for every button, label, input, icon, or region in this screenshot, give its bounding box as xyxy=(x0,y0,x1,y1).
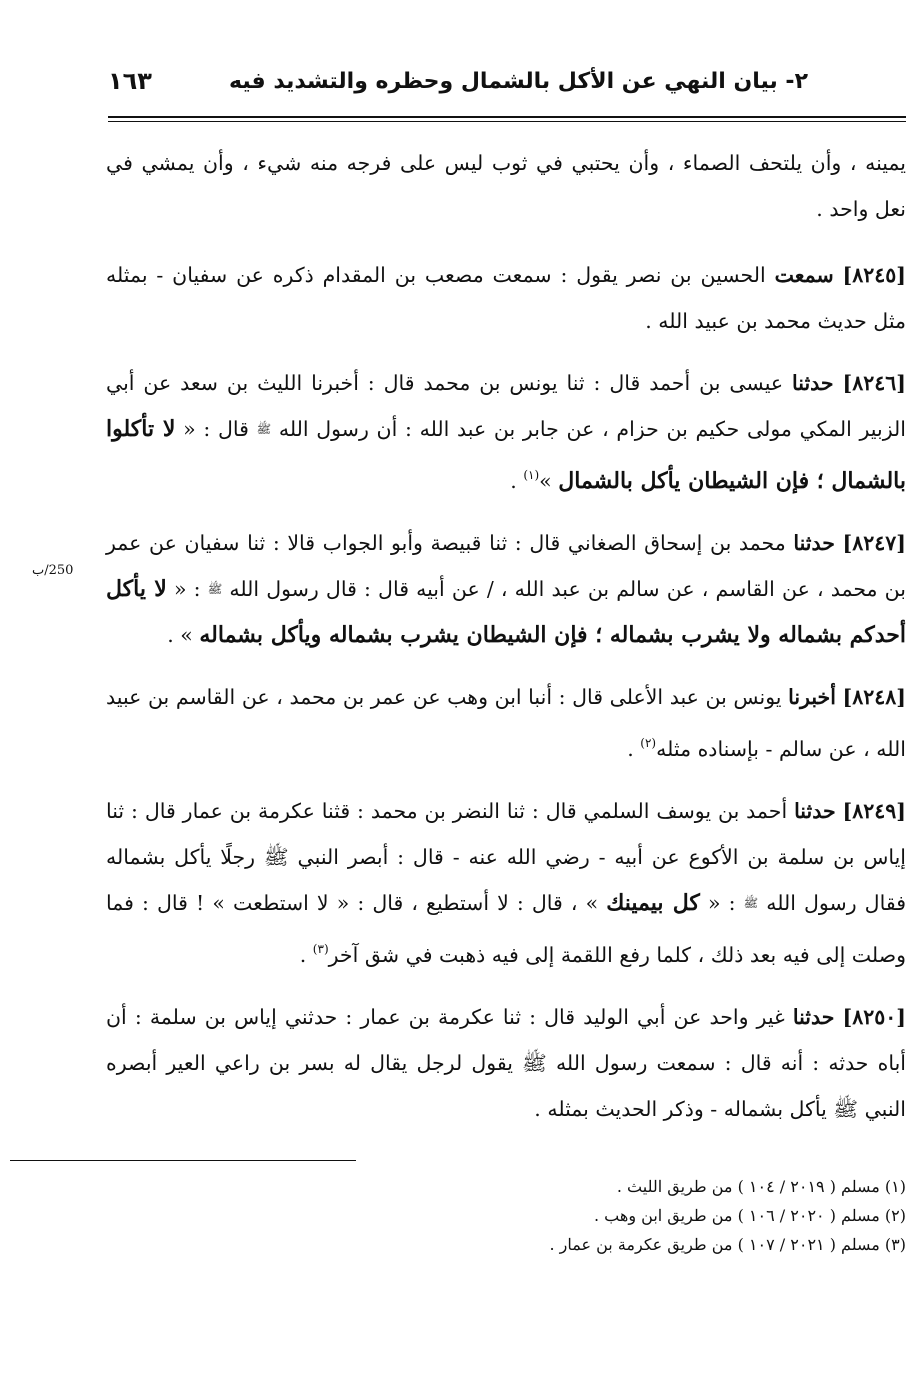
continuation-paragraph xyxy=(106,140,906,232)
running-header xyxy=(108,58,808,104)
salla-symbol: ﷺ xyxy=(743,896,759,910)
footnote-ref: (٣) xyxy=(312,942,329,956)
narration-keyword: حدثنا xyxy=(792,1005,835,1029)
chapter-title: ٢- بيان النهي عن الأكل بالشمال وحظره والتشديد فيه xyxy=(228,68,808,94)
salla-symbol: ﷺ xyxy=(207,582,223,596)
page-number: ١٦٣ xyxy=(108,67,152,95)
hadith-number: [٨٢٤٧] xyxy=(842,531,906,555)
footnote-2: (٢) مسلم ( ٢٠٢٠ / ١٠٦ ) من طريق ابن وهب . xyxy=(594,1206,906,1225)
hadith-number: [٨٢٥٠] xyxy=(842,1005,906,1029)
hadith-number: [٨٢٤٩] xyxy=(842,799,906,823)
paragraph-text: عيسى بن أحمد قال : ثنا يونس بن محمد قال : أخبرنا الليث بن سعد عن أبي الزبير المكي مولى حكيم بن حزام ، عن جابر بن عبد الله : أن رسول الله xyxy=(106,371,906,441)
paragraph-end: . xyxy=(299,943,313,967)
paragraph-end: . xyxy=(510,469,524,493)
footnote-1: (١) مسلم ( ٢٠١٩ / ١٠٤ ) من طريق الليث . xyxy=(616,1177,906,1196)
paragraph-text: الحسين بن نصر يقول : سمعت مصعب بن المقدام ذكره عن سفيان - بمثله مثل حديث محمد بن عبيد الله . xyxy=(106,263,906,333)
hadith-quote: لا يأكل أحدكم بشماله ولا يشرب بشماله ؛ فإن الشيطان يشرب بشماله ويأكل بشماله xyxy=(106,576,906,648)
paragraph-end: . xyxy=(167,623,181,647)
hadith-8249 xyxy=(106,788,906,978)
narration-keyword: سمعت xyxy=(774,263,834,287)
hadith-8250 xyxy=(106,994,906,1132)
footnote-divider xyxy=(10,1160,356,1161)
hadith-8247 xyxy=(106,520,906,658)
main-text xyxy=(106,140,906,1148)
footnote-3: (٣) مسلم ( ٢٠٢١ / ١٠٧ ) من طريق عكرمة بن عمار . xyxy=(549,1235,906,1254)
footnote-ref: (١) xyxy=(523,468,540,482)
narration-keyword: حدثنا xyxy=(792,371,834,395)
paragraph-text: يمينه ، وأن يلتحف الصماء ، وأن يحتبي في ثوب ليس على فرجه منه شيء ، وأن يمشي في نعل واحد . xyxy=(106,151,906,221)
hadith-number: [٨٢٤٥] xyxy=(842,263,906,287)
hadith-8246 xyxy=(106,360,906,504)
paragraph-text: أحمد بن يوسف السلمي قال : ثنا النضر بن محمد : قثنا عكرمة بن عمار قال : ثنا إياس بن سلمة بن الأكوع عن أبيه - رضي الله عنه - قال : أبصر النبي ﷺ رجلًا يأكل بشماله فقال رسول الله xyxy=(106,799,906,915)
paragraph-text-2: : « xyxy=(708,891,736,915)
margin-folio-note: 250/ب xyxy=(32,563,74,578)
narration-keyword: حدثنا xyxy=(794,799,836,823)
hadith-quote: كل بيمينك xyxy=(606,890,700,916)
hadith-quote: لا تأكلوا بالشمال ؛ فإن الشيطان يأكل بالشمال xyxy=(106,416,906,494)
paragraph-text-2: قال : « xyxy=(183,417,249,441)
paragraph-text-2: : « xyxy=(173,577,201,601)
salla-symbol: ﷺ xyxy=(256,422,272,436)
hadith-8245 xyxy=(106,252,906,344)
header-divider xyxy=(108,116,906,122)
hadith-number: [٨٢٤٦] xyxy=(842,371,906,395)
paragraph-text: يونس بن عبد الأعلى قال : أنبا ابن وهب عن عمر بن محمد ، عن القاسم بن عبيد الله ، عن سالم - بإسناده مثله xyxy=(106,685,906,761)
paragraph-text-3: » ، قال : لا أستطيع ، قال : « لا استطعت » ! قال : فما وصلت إلى فيه بعد ذلك ، كلما رفع اللقمة إلى فيه ذهبت في شق آخر xyxy=(106,891,906,967)
paragraph-text-3: » xyxy=(180,623,193,647)
narration-keyword: حدثنا xyxy=(793,531,835,555)
footnote-ref: (٢) xyxy=(640,736,657,750)
hadith-8248 xyxy=(106,674,906,772)
footnotes xyxy=(106,1172,906,1259)
narration-keyword: أخبرنا xyxy=(788,685,836,709)
paragraph-text-3: » xyxy=(539,469,552,493)
paragraph-text: غير واحد عن أبي الوليد قال : ثنا عكرمة بن عمار : حدثني إياس بن سلمة : أن أباه حدثه : أنه قال : سمعت رسول الله ﷺ يقول لرجل يقال له بسر بن راعي العير أبصره النبي ﷺ يأكل بشماله - وذكر الحديث بمثله . xyxy=(106,1005,906,1121)
hadith-number: [٨٢٤٨] xyxy=(842,685,906,709)
paragraph-end: . xyxy=(627,737,641,761)
paragraph-text: محمد بن إسحاق الصغاني قال : ثنا قبيصة وأبو الجواب قالا : ثنا سفيان عن عمر بن محمد ، عن القاسم ، عن سالم بن عبد الله ، / عن أبيه قال : قال رسول الله xyxy=(106,531,906,601)
